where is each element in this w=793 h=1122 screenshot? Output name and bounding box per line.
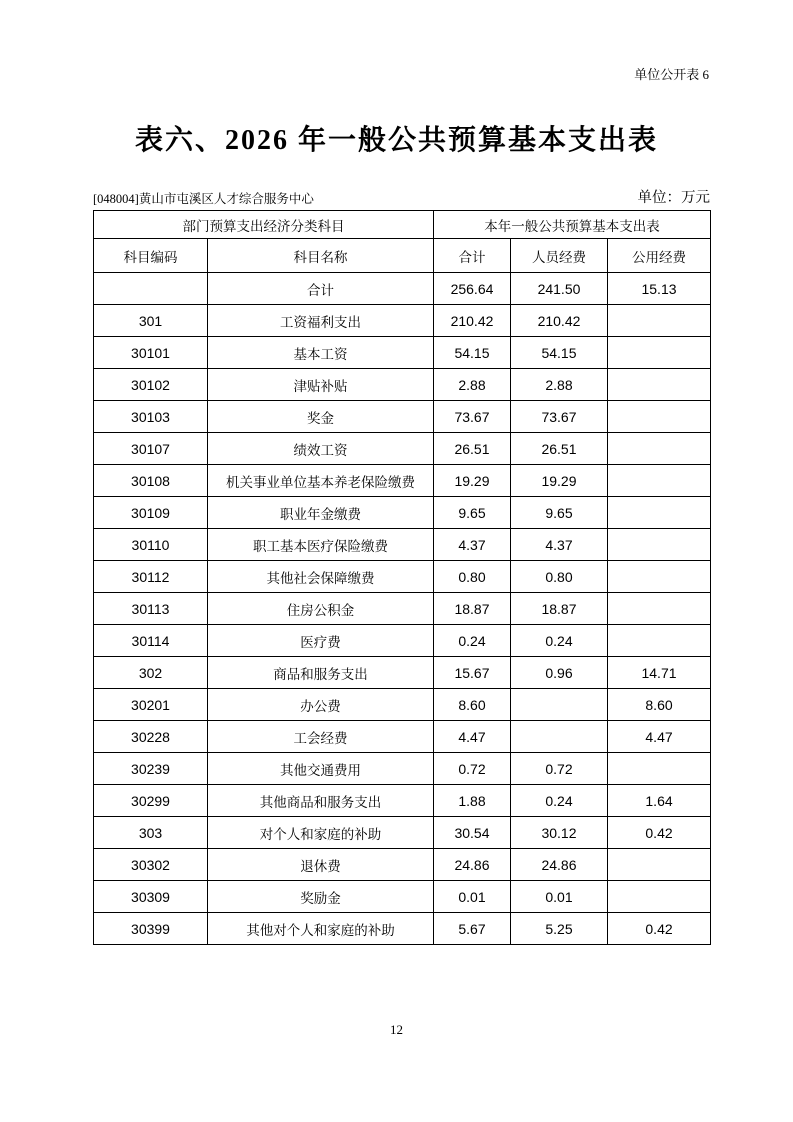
col-header-public: 公用经费 bbox=[608, 239, 711, 273]
cell-total: 26.51 bbox=[434, 433, 511, 465]
cell-personnel: 9.65 bbox=[511, 497, 608, 529]
table-row bbox=[94, 497, 711, 529]
cell-name: 奖励金 bbox=[208, 881, 434, 913]
cell-total: 54.15 bbox=[434, 337, 511, 369]
cell-name: 其他对个人和家庭的补助 bbox=[208, 913, 434, 945]
cell-code: 30114 bbox=[94, 625, 208, 657]
cell-personnel: 2.88 bbox=[511, 369, 608, 401]
table-row bbox=[94, 433, 711, 465]
cell-code: 30399 bbox=[94, 913, 208, 945]
cell-personnel: 0.96 bbox=[511, 657, 608, 689]
cell-public bbox=[608, 433, 711, 465]
cell-code: 302 bbox=[94, 657, 208, 689]
cell-personnel: 0.24 bbox=[511, 785, 608, 817]
cell-personnel: 0.72 bbox=[511, 753, 608, 785]
table-row bbox=[94, 913, 711, 945]
table-row bbox=[94, 849, 711, 881]
cell-code: 30309 bbox=[94, 881, 208, 913]
cell-total: 1.88 bbox=[434, 785, 511, 817]
table-row bbox=[94, 561, 711, 593]
table-row bbox=[94, 529, 711, 561]
cell-personnel: 18.87 bbox=[511, 593, 608, 625]
cell-public bbox=[608, 593, 711, 625]
group-header-row bbox=[94, 211, 711, 239]
cell-name: 住房公积金 bbox=[208, 593, 434, 625]
cell-public bbox=[608, 881, 711, 913]
cell-name: 工会经费 bbox=[208, 721, 434, 753]
cell-code: 30102 bbox=[94, 369, 208, 401]
cell-public: 14.71 bbox=[608, 657, 711, 689]
cell-public bbox=[608, 305, 711, 337]
cell-code: 301 bbox=[94, 305, 208, 337]
group-header-budget: 本年一般公共预算基本支出表 bbox=[434, 211, 711, 239]
cell-code: 30112 bbox=[94, 561, 208, 593]
cell-name: 绩效工资 bbox=[208, 433, 434, 465]
cell-public bbox=[608, 337, 711, 369]
cell-personnel bbox=[511, 689, 608, 721]
cell-public bbox=[608, 625, 711, 657]
cell-personnel: 19.29 bbox=[511, 465, 608, 497]
cell-total: 5.67 bbox=[434, 913, 511, 945]
cell-personnel: 24.86 bbox=[511, 849, 608, 881]
table-row bbox=[94, 721, 711, 753]
cell-total: 0.72 bbox=[434, 753, 511, 785]
cell-total: 0.01 bbox=[434, 881, 511, 913]
cell-total: 8.60 bbox=[434, 689, 511, 721]
cell-name: 基本工资 bbox=[208, 337, 434, 369]
cell-code: 30110 bbox=[94, 529, 208, 561]
cell-name: 职工基本医疗保险缴费 bbox=[208, 529, 434, 561]
cell-code: 30103 bbox=[94, 401, 208, 433]
cell-total: 24.86 bbox=[434, 849, 511, 881]
cell-name: 办公费 bbox=[208, 689, 434, 721]
cell-total: 30.54 bbox=[434, 817, 511, 849]
cell-name: 工资福利支出 bbox=[208, 305, 434, 337]
cell-total: 2.88 bbox=[434, 369, 511, 401]
cell-total: 0.24 bbox=[434, 625, 511, 657]
col-header-personnel: 人员经费 bbox=[511, 239, 608, 273]
page-number: 12 bbox=[390, 1022, 403, 1037]
cell-name: 退休费 bbox=[208, 849, 434, 881]
cell-personnel: 4.37 bbox=[511, 529, 608, 561]
cell-name: 其他商品和服务支出 bbox=[208, 785, 434, 817]
cell-code: 30299 bbox=[94, 785, 208, 817]
cell-total: 0.80 bbox=[434, 561, 511, 593]
cell-name: 津贴补贴 bbox=[208, 369, 434, 401]
table-row bbox=[94, 753, 711, 785]
table-row bbox=[94, 593, 711, 625]
cell-public bbox=[608, 497, 711, 529]
table-row bbox=[94, 689, 711, 721]
table-row bbox=[94, 785, 711, 817]
cell-public bbox=[608, 529, 711, 561]
cell-name: 其他交通费用 bbox=[208, 753, 434, 785]
cell-personnel: 0.80 bbox=[511, 561, 608, 593]
table-row bbox=[94, 273, 711, 305]
cell-public: 1.64 bbox=[608, 785, 711, 817]
cell-public: 8.60 bbox=[608, 689, 711, 721]
table-row bbox=[94, 401, 711, 433]
cell-public bbox=[608, 753, 711, 785]
cell-public: 0.42 bbox=[608, 913, 711, 945]
org-name: [048004]黄山市屯溪区人才综合服务中心 bbox=[93, 192, 314, 206]
cell-name: 医疗费 bbox=[208, 625, 434, 657]
cell-name: 对个人和家庭的补助 bbox=[208, 817, 434, 849]
cell-name: 机关事业单位基本养老保险缴费 bbox=[208, 465, 434, 497]
cell-name: 合计 bbox=[208, 273, 434, 305]
cell-public bbox=[608, 465, 711, 497]
meta-row bbox=[93, 186, 710, 207]
form-corner-label: 单位公开表 6 bbox=[634, 67, 709, 82]
cell-personnel: 54.15 bbox=[511, 337, 608, 369]
cell-total: 210.42 bbox=[434, 305, 511, 337]
cell-code: 30228 bbox=[94, 721, 208, 753]
table-row bbox=[94, 817, 711, 849]
page-title: 表六、2026 年一般公共预算基本支出表 bbox=[134, 125, 658, 156]
table-row bbox=[94, 369, 711, 401]
cell-code: 30108 bbox=[94, 465, 208, 497]
col-header-code: 科目编码 bbox=[94, 239, 208, 273]
cell-total: 9.65 bbox=[434, 497, 511, 529]
cell-name: 其他社会保障缴费 bbox=[208, 561, 434, 593]
cell-public bbox=[608, 401, 711, 433]
table-row bbox=[94, 305, 711, 337]
cell-name: 职业年金缴费 bbox=[208, 497, 434, 529]
cell-public: 15.13 bbox=[608, 273, 711, 305]
cell-public: 0.42 bbox=[608, 817, 711, 849]
table-row bbox=[94, 465, 711, 497]
cell-personnel: 30.12 bbox=[511, 817, 608, 849]
cell-code: 30109 bbox=[94, 497, 208, 529]
cell-total: 19.29 bbox=[434, 465, 511, 497]
table-row bbox=[94, 881, 711, 913]
cell-personnel: 0.24 bbox=[511, 625, 608, 657]
cell-personnel: 0.01 bbox=[511, 881, 608, 913]
cell-personnel: 5.25 bbox=[511, 913, 608, 945]
cell-total: 4.47 bbox=[434, 721, 511, 753]
table-row bbox=[94, 625, 711, 657]
col-header-total: 合计 bbox=[434, 239, 511, 273]
budget-table bbox=[93, 210, 711, 945]
table-row bbox=[94, 657, 711, 689]
cell-personnel: 241.50 bbox=[511, 273, 608, 305]
cell-total: 73.67 bbox=[434, 401, 511, 433]
cell-total: 15.67 bbox=[434, 657, 511, 689]
cell-personnel: 26.51 bbox=[511, 433, 608, 465]
cell-total: 18.87 bbox=[434, 593, 511, 625]
group-header-classification: 部门预算支出经济分类科目 bbox=[94, 211, 434, 239]
cell-personnel bbox=[511, 721, 608, 753]
cell-code: 303 bbox=[94, 817, 208, 849]
cell-code: 30302 bbox=[94, 849, 208, 881]
cell-name: 商品和服务支出 bbox=[208, 657, 434, 689]
column-header-row bbox=[94, 239, 711, 273]
cell-total: 4.37 bbox=[434, 529, 511, 561]
cell-code: 30239 bbox=[94, 753, 208, 785]
cell-code: 30101 bbox=[94, 337, 208, 369]
cell-code bbox=[94, 273, 208, 305]
cell-public bbox=[608, 369, 711, 401]
cell-total: 256.64 bbox=[434, 273, 511, 305]
unit-label: 单位：万元 bbox=[637, 190, 710, 206]
cell-code: 30201 bbox=[94, 689, 208, 721]
cell-personnel: 73.67 bbox=[511, 401, 608, 433]
cell-code: 30107 bbox=[94, 433, 208, 465]
cell-public bbox=[608, 849, 711, 881]
cell-public: 4.47 bbox=[608, 721, 711, 753]
table-row bbox=[94, 337, 711, 369]
col-header-name: 科目名称 bbox=[208, 239, 434, 273]
cell-personnel: 210.42 bbox=[511, 305, 608, 337]
cell-name: 奖金 bbox=[208, 401, 434, 433]
cell-public bbox=[608, 561, 711, 593]
cell-code: 30113 bbox=[94, 593, 208, 625]
